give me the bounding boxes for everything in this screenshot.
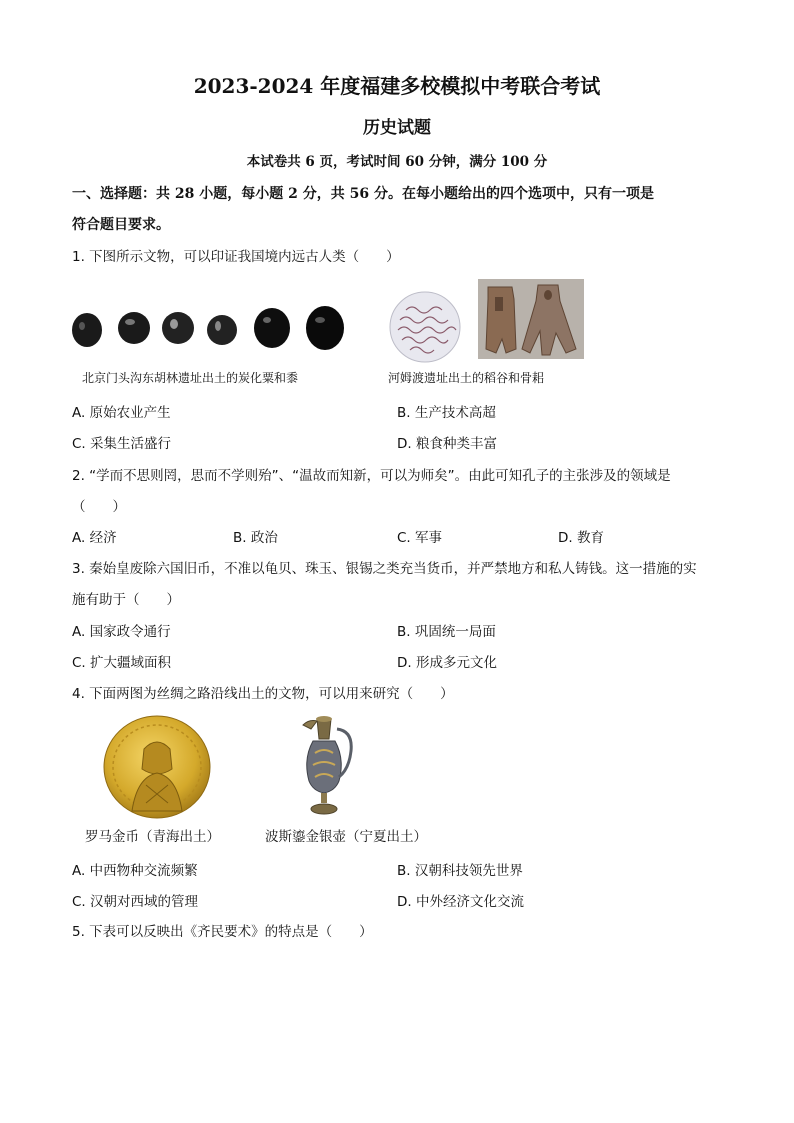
q4-roman-gold-coin-photo [102, 715, 212, 820]
q2-option-b[interactable]: B. 政治 [233, 530, 278, 546]
charred-grain-3 [162, 312, 194, 344]
question-2-stem-line1: 2. “学而不思则罔，思而不学则殆”、“温故而知新，可以为师矣”。由此可知孔子的主张涉及的领域是 [72, 468, 671, 484]
q4-option-d[interactable]: D. 中外经济文化交流 [397, 894, 524, 910]
q4-persian-silver-ewer-photo [295, 713, 357, 819]
q2-option-d[interactable]: D. 教育 [558, 530, 604, 546]
question-3-stem-line1: 3. 秦始皇废除六国旧币，不准以龟贝、珠玉、银锡之类充当货币，并严禁地方和私人铸钱。这一措施的实 [72, 561, 697, 577]
exam-note: 本试卷共 6 页，考试时间 60 分钟，满分 100 分 [246, 154, 548, 170]
charred-grain-2 [118, 312, 150, 344]
q3-option-b[interactable]: B. 巩固统一局面 [397, 624, 496, 640]
section-instruction-line2: 符合题目要求。 [72, 217, 170, 233]
q1-rice-plate-photo [388, 290, 462, 364]
q2-option-a[interactable]: A. 经济 [72, 530, 117, 546]
charred-grain-5 [254, 308, 290, 348]
exam-subject: 历史试题 [363, 118, 431, 138]
q1-option-c[interactable]: C. 采集生活盛行 [72, 436, 172, 452]
q2-option-c[interactable]: C. 军事 [397, 530, 443, 546]
q3-option-d[interactable]: D. 形成多元文化 [397, 655, 497, 671]
question-3-stem-line2: 施有助于（ ） [72, 592, 180, 608]
charred-grain-6 [306, 306, 344, 350]
q1-caption-right: 河姆渡遗址出土的稻谷和骨耜 [388, 371, 545, 385]
q4-option-b[interactable]: B. 汉朝科技领先世界 [397, 863, 523, 879]
q3-option-c[interactable]: C. 扩大疆域面积 [72, 655, 172, 671]
q1-caption-left: 北京门头沟东胡林遗址出土的炭化粟和黍 [82, 371, 299, 385]
q1-option-b[interactable]: B. 生产技术高超 [397, 405, 496, 421]
q1-bone-spade-photo [478, 279, 584, 359]
q3-option-a[interactable]: A. 国家政令通行 [72, 624, 171, 640]
question-2-stem-line2: （ ） [72, 499, 126, 515]
charred-grain-4 [207, 315, 237, 345]
q4-option-a[interactable]: A. 中西物种交流频繁 [72, 863, 198, 879]
question-1-stem: 1. 下图所示文物，可以印证我国境内远古人类（ ） [72, 249, 400, 265]
q1-option-d[interactable]: D. 粮食种类丰富 [397, 436, 497, 452]
question-5-stem: 5. 下表可以反映出《齐民要术》的特点是（ ） [72, 924, 373, 940]
q4-caption-left: 罗马金币（青海出土） [85, 829, 220, 845]
charred-grain-1 [72, 313, 102, 347]
question-4-stem: 4. 下面两图为丝绸之路沿线出土的文物，可以用来研究（ ） [72, 686, 454, 702]
q1-grain-photo [70, 300, 355, 356]
section-instruction-line1: 一、选择题：共 28 小题，每小题 2 分，共 56 分。在每小题给出的四个选项中，只有一项是 [72, 186, 654, 202]
exam-title: 2023-2024 年度福建多校模拟中考联合考试 [193, 74, 601, 98]
q1-option-a[interactable]: A. 原始农业产生 [72, 405, 171, 421]
q4-option-c[interactable]: C. 汉朝对西域的管理 [72, 894, 199, 910]
q4-caption-right: 波斯鎏金银壶（宁夏出土） [265, 829, 427, 845]
